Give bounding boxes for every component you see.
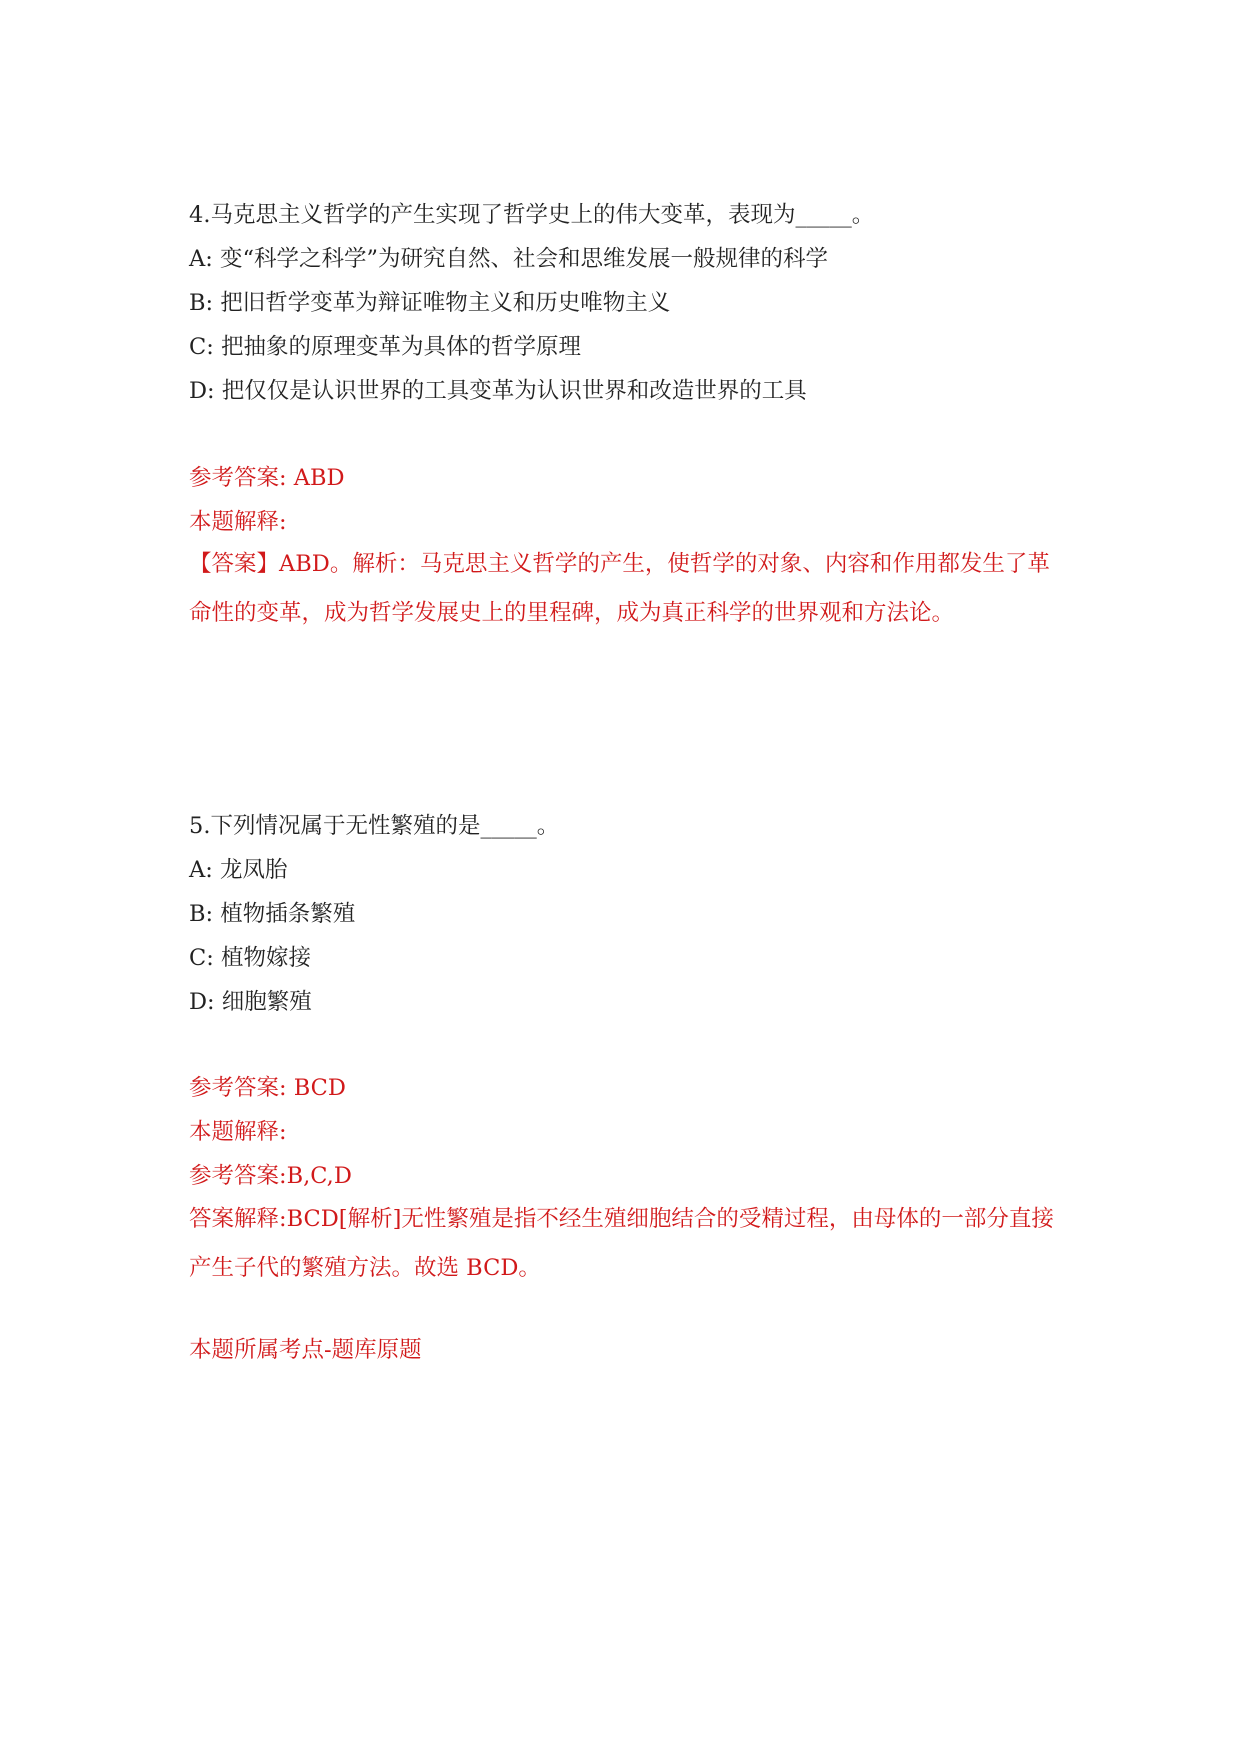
question-4-explanation-label: 本题解释: xyxy=(189,509,287,535)
question-4-option-d: D: 把仅仅是认识世界的工具变革为认识世界和改造世界的工具 xyxy=(189,378,807,404)
question-4-answer: 参考答案: ABD xyxy=(189,465,345,491)
question-5-topic: 本题所属考点-题库原题 xyxy=(189,1337,422,1363)
question-5-explanation: 答案解释:BCD[解析]无性繁殖是指不经生殖细胞结合的受精过程，由母体的一部分直接产生子代的繁殖方法。故选 BCD。 xyxy=(189,1206,1054,1281)
question-4-explanation: 【答案】ABD。解析：马克思主义哲学的产生，使哲学的对象、内容和作用都发生了革命性的变革，成为哲学发展史上的里程碑，成为真正科学的世界观和方法论。 xyxy=(189,551,1050,626)
question-4-option-a: A: 变“科学之科学”为研究自然、社会和思维发展一般规律的科学 xyxy=(189,246,828,272)
question-4-option-b: B: 把旧哲学变革为辩证唯物主义和历史唯物主义 xyxy=(189,290,671,316)
question-5-option-d: D: 细胞繁殖 xyxy=(189,989,312,1015)
question-5-ref-answer: 参考答案:B,C,D xyxy=(189,1163,352,1189)
question-5-explanation-label: 本题解释: xyxy=(189,1119,287,1145)
question-4-stem: 4.马克思主义哲学的产生实现了哲学史上的伟大变革，表现为_____。 xyxy=(189,202,875,228)
question-5-option-c: C: 植物嫁接 xyxy=(189,945,311,971)
question-5-stem: 5.下列情况属于无性繁殖的是_____。 xyxy=(189,813,560,839)
question-4-option-c: C: 把抽象的原理变革为具体的哲学原理 xyxy=(189,334,581,360)
question-5-option-b: B: 植物插条繁殖 xyxy=(189,901,356,927)
question-5-answer: 参考答案: BCD xyxy=(189,1075,346,1101)
question-5-option-a: A: 龙凤胎 xyxy=(189,857,288,883)
